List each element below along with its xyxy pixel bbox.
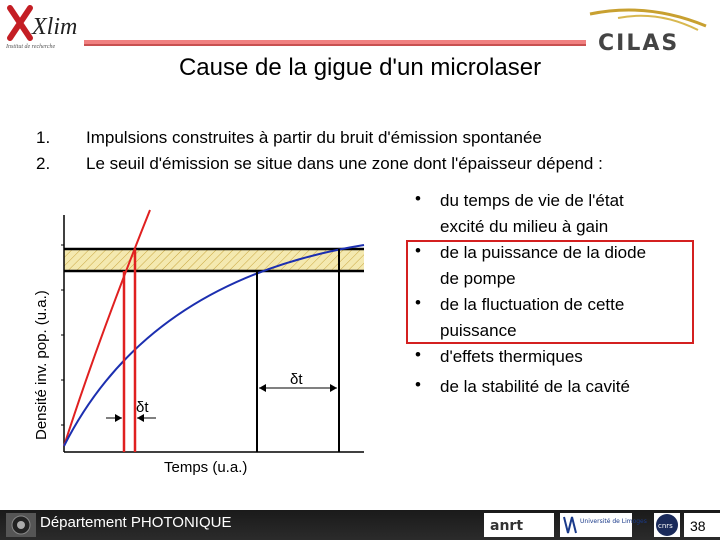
bullet-dot-3: • (415, 293, 421, 312)
bullet-dot-2: • (415, 241, 421, 260)
unilim-logo-text: Université de Limoges (580, 518, 647, 525)
department-label: Département PHOTONIQUE (40, 514, 232, 531)
x-axis-label: Temps (u.a.) (164, 459, 248, 476)
bullet-3-line-2: puissance (440, 321, 517, 340)
slide-title: Cause de la gigue d'un microlaser (178, 54, 542, 81)
cilas-logo-text: CILAS (598, 31, 680, 56)
anrt-logo (484, 513, 554, 537)
bullet-2-line-2: de pompe (440, 269, 516, 288)
cnrs-logo (654, 513, 680, 537)
list-item-1: Impulsions construites à partir du bruit d'émission spontanée (86, 128, 542, 147)
header-bar-shadow (84, 44, 586, 46)
anrt-logo-text: anrt (490, 518, 524, 534)
cilas-logo (588, 4, 716, 56)
list-number-2: 2. (36, 154, 51, 173)
bullet-5-line-1: de la stabilité de la cavité (440, 377, 630, 396)
y-axis-label: Densité inv. pop. (u.a.) (33, 290, 50, 440)
fast-delta-label: δt (136, 399, 149, 416)
slow-delta-label: δt (290, 371, 303, 388)
xlim-logo (4, 2, 84, 52)
bullet-1-line-1: du temps de vie de l'état (440, 191, 624, 210)
threshold-chart (28, 200, 373, 480)
bullet-dot-1: • (415, 189, 421, 208)
bullet-2-line-1: de la puissance de la diode (440, 243, 647, 262)
bullet-dot-5: • (415, 375, 421, 394)
page-number: 38 (690, 518, 706, 534)
bullet-1-line-2: excité du milieu à gain (440, 217, 609, 236)
eye-icon (6, 513, 36, 537)
bullet-3-line-1: de la fluctuation de cette (440, 295, 625, 314)
bullet-dot-4: • (415, 345, 421, 364)
threshold-band (64, 249, 364, 271)
unilim-logo (560, 513, 647, 537)
xlim-logo-text: Xlim (32, 14, 78, 40)
bullet-4-line-1: d'effets thermiques (440, 347, 583, 366)
xlim-logo-subtext: Institut de recherche (6, 44, 56, 50)
list-number-1: 1. (36, 128, 51, 147)
cnrs-logo-text: cnrs (658, 522, 673, 530)
slow-curve (64, 245, 364, 446)
list-item-2: Le seuil d'émission se situe dans une zone dont l'épaisseur dépend : (86, 154, 603, 173)
